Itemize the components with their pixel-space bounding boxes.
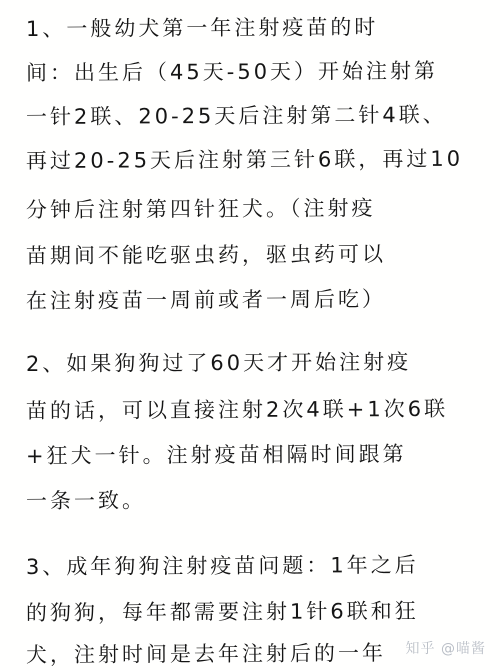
paragraph-3-line-3: 犬，注射时间是去年注射后的一年 [25, 641, 387, 667]
paragraph-3-line-1: 3、成年狗狗注射疫苗问题：1年之后 [25, 552, 419, 579]
paragraph-2-line-4: 一条一致。 [25, 488, 147, 513]
paragraph-2-line-3: +狂犬一针。注射疫苗相隔时间跟第 [25, 442, 407, 468]
paragraph-1-line-1: 1、一般幼犬第一年注射疫苗的时 [25, 15, 379, 41]
paragraph-1-line-5: 分钟后注射第四针狂犬。（注射疫 [25, 196, 376, 222]
paragraph-1-line-4: 再过20-25天后注射第三针6联，再过10 [25, 146, 464, 173]
paragraph-1-line-3: 一针2联、20-25天后注射第二针4联、 [25, 102, 447, 129]
paragraph-2-line-1: 2、如果狗狗过了60天才开始注射疫 [25, 349, 412, 376]
paragraph-1-line-2: 间：出生后（45天-50天）开始注射第 [25, 58, 439, 85]
paragraph-1-line-7: 在注射疫苗一周前或者一周后吃） [25, 287, 387, 313]
paragraph-1-line-6: 苗期间不能吃驱虫药，驱虫药可以 [25, 242, 387, 268]
paragraph-3-line-2: 的狗狗，每年都需要注射1针6联和狂 [25, 598, 419, 625]
zhihu-watermark: 知乎 @喵酱 [405, 641, 486, 657]
paragraph-2-line-2: 苗的话，可以直接注射2次4联+1次6联 [25, 396, 449, 423]
